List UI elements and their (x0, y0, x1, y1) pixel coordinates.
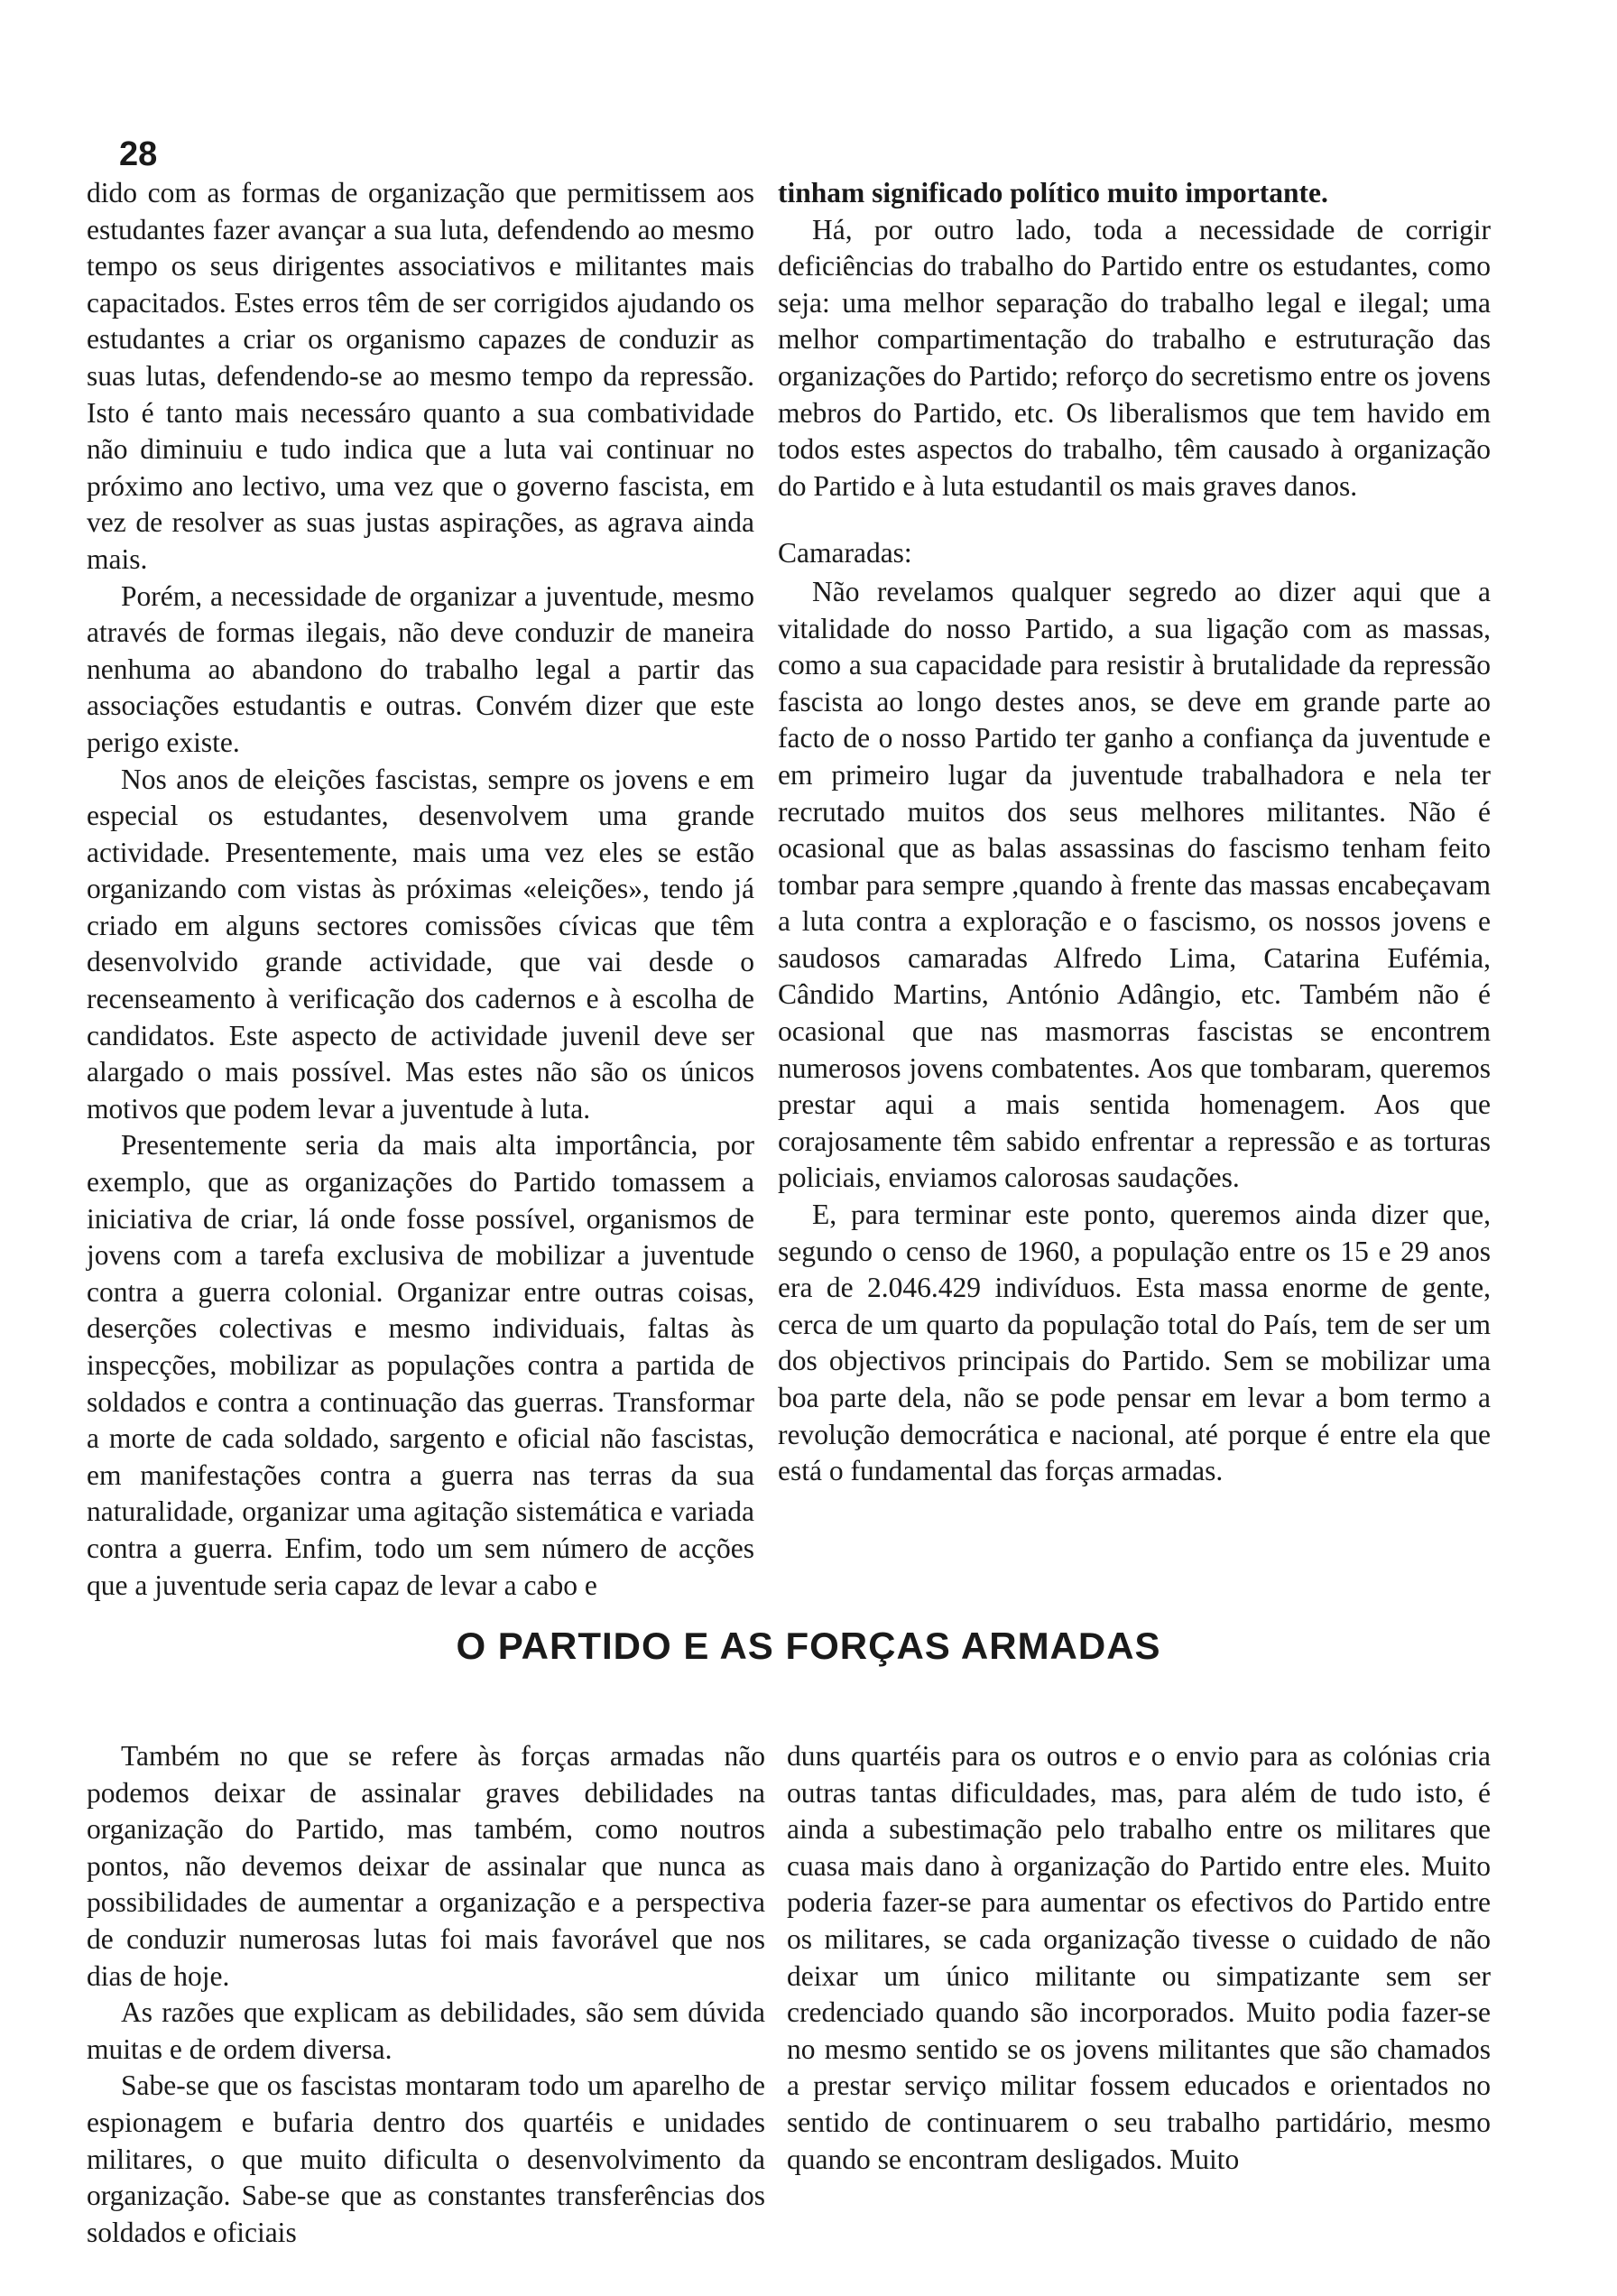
column-top-right (778, 175, 1491, 1490)
paragraph: As razões que explicam as debilidades, são sem dúvida muitas e de ordem diversa. (87, 1996, 765, 2065)
paragraph: Não revelamos qualquer segredo ao dizer aqui que a vitalidade do nosso Partido, a sua ligação com as massas, como a sua capacidade para resistir à brutalidade da repressão fascista ao longo destes anos, se deve em grande parte ao facto de o nosso Partido ter ganho a confiança da juventude e em primeiro lugar da juventude trabalhadora e nela ter recrutado muitos dos seus melhores militantes. Não é ocasional que as balas assassinas do fascismo tenham feito tombar para sempre ,quando à frente das massas encabeçavam a luta contra a exploração e o fascismo, os nossos jovens e saudosos camaradas Alfredo Lima, Catarina Eufémia, Cândido Martins, António Adângio, etc. Também não é ocasional que nas masmorras fascistas se encontrem numerosos jovens combatentes. Aos que tombaram, queremos prestar aqui a mais sentida homenagem. Aos que corajosamente têm sabido enfrentar a repressão e as torturas policiais, enviamos calorosas saudações. (778, 575, 1491, 1194)
paragraph: E, para terminar este ponto, queremos ainda dizer que, segundo o censo de 1960, a população entre os 15 e 29 anos era de 2.046.429 indivíduos. Esta massa enorme de gente, cerca de um quarto da população total do País, tem de ser um dos objectivos principais do Partido. Sem se mobilizar uma boa parte dela, não se pode pensar em levar a bom termo a revolução democrática e nacional, até porque é entre ela que está o fundamental das forças armadas. (778, 1199, 1491, 1487)
paragraph: Nos anos de eleições fascistas, sempre os jovens e em especial os estudantes, desenvolvem uma grande actividade. Presentemente, mais uma vez eles se estão organizando com vistas às próximas «eleições», tendo já criado em alguns sectores comissões cívicas que têm desenvolvido grande actividade, que vai desde o recenseamento à verificação dos cadernos e à escolha de candidatos. Este aspecto de actividade juvenil deve ser alargado o mais possível. Mas estes não são os únicos motivos que podem levar a juventude à luta. (87, 763, 754, 1125)
salutation: Camaradas: (778, 537, 912, 569)
paragraph: dido com as formas de organização que permitissem aos estudantes fazer avançar a sua luta, defendendo ao mesmo tempo os seus dirigentes associativos e militantes mais capacitados. Estes erros têm de ser corrigidos ajudando os estudantes a criar os organismo capazes de conduzir as suas lutas, defendendo-se ao mesmo tempo da repressão. Isto é tanto mais necessáro quanto a sua combatividade não diminuiu e tudo indica que a luta vai continuar no próximo ano lectivo, uma vez que o governo fascista, em vez de resolver as suas justas aspirações, as agrava ainda mais. (87, 177, 754, 575)
column-bottom-right (787, 1738, 1491, 2178)
paragraph: Há, por outro lado, toda a necessidade de corrigir deficiências do trabalho do Partido entre os estudantes, como seja: uma melhor separação do trabalho legal e ilegal; uma melhor compartimentação do trabalho e estruturação das organizações do Partido; reforço do secretismo entre os jovens mebros do Partido, etc. Os liberalismos que tem havido em todos estes aspectos do trabalho, têm causado à organização do Partido e à luta estudantil os mais graves danos. (778, 213, 1491, 502)
column-bottom-left (87, 1738, 765, 2251)
paragraph: Também no que se refere às forças armadas não podemos deixar de assinalar graves debilidades na organização do Partido, mas também, como noutros pontos, não devemos deixar de assinalar que nunca as possibilidades de aumentar a organização e a perspectiva de conduzir numerosas lutas foi mais favorável que nos dias de hoje. (87, 1740, 765, 1992)
paragraph: Presentemente seria da mais alta importância, por exemplo, que as organizações do Partido tomassem a iniciativa de criar, lá onde fosse possível, organismos de jovens com a tarefa exclusiva de mobilizar a juventude contra a guerra colonial. Organizar entre outras coisas, deserções colectivas e mesmo individuais, faltas às inspecções, mobilizar as populações contra a partida de soldados e contra a continuação das guerras. Transformar a morte de cada soldado, sargento e oficial não fascistas, em manifestações contra a guerra nas terras da sua naturalidade, organizar uma agitação sistemática e variada contra a guerra. Enfim, todo um sem número de acções que a juventude seria capaz de levar a cabo e (87, 1129, 754, 1601)
paragraph: duns quartéis para os outros e o envio para as colónias cria outras tantas dificuldades, mas, para além de tudo isto, é ainda a subestimação pelo trabalho entre os militares que cuasa mais dano à organização do Partido entre eles. Muito poderia fazer-se para aumentar os efectivos do Partido entre os militares, se cada organização tivesse o cuidado de não deixar um único militante ou simpatizante sem ser credenciado quando são incorporados. Muito podia fazer-se no mesmo sentido se os jovens militantes que são chamados a prestar serviço militar fossem educados e orientados no sentido de continuarem o seu trabalho partidário, mesmo quando se encontram desligados. Muito (787, 1740, 1491, 2175)
paragraph: Porém, a necessidade de organizar a juventude, mesmo através de formas ilegais, não deve conduzir de maneira nenhuma ao abandono do trabalho legal a partir das associações estudantis e outras. Convém dizer que este perigo existe. (87, 579, 754, 758)
paragraph: Sabe-se que os fascistas montaram todo um aparelho de espionagem e bufaria dentro dos quartéis e unidades militares, o que muito dificulta o desenvolvimento da organização. Sabe-se que as constantes transferências dos soldados e oficiais (87, 2069, 765, 2248)
page-number: 28 (119, 135, 158, 173)
column-top-left (87, 175, 754, 1604)
paragraph: tinham significado político muito importante. (778, 177, 1328, 208)
section-title: O PARTIDO E AS FORÇAS ARMADAS (456, 1625, 1161, 1667)
